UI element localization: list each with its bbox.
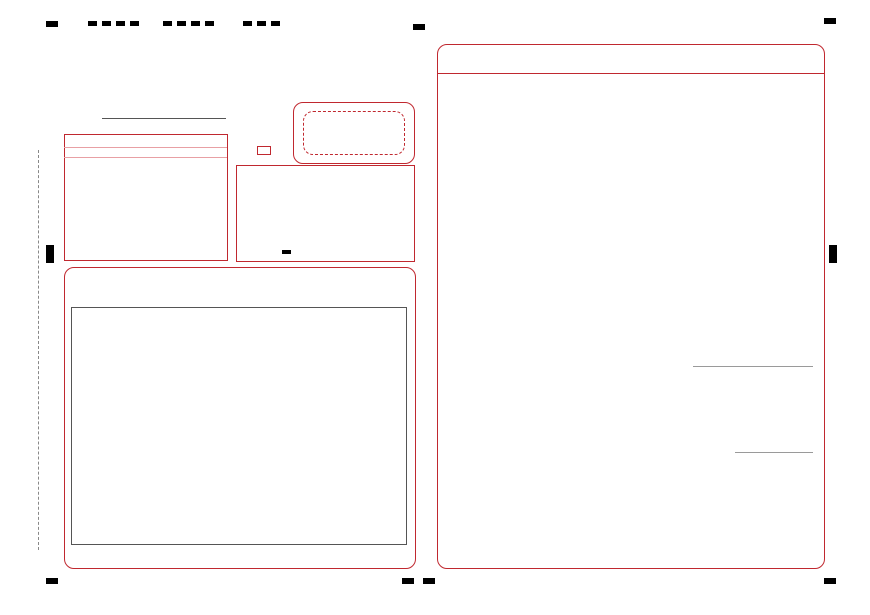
registration-mark [46, 578, 58, 584]
non-choice-section [437, 44, 825, 569]
exam-number-write-row[interactable] [64, 147, 227, 158]
registration-mark [46, 245, 54, 263]
registration-mark [824, 578, 836, 584]
barcode-area [303, 111, 405, 155]
starter-line-1[interactable] [693, 366, 813, 367]
notice-box [236, 165, 415, 262]
registration-mark [824, 18, 836, 24]
choice-grid-frame [71, 307, 407, 545]
binding-line [38, 150, 39, 550]
registration-mark [46, 21, 58, 27]
registration-mark [163, 21, 218, 26]
registration-mark [243, 21, 285, 26]
registration-mark [88, 21, 140, 26]
name-field[interactable] [102, 118, 226, 119]
title-divider [437, 73, 825, 74]
registration-mark [413, 24, 425, 30]
absent-box[interactable] [257, 146, 271, 155]
registration-mark [423, 578, 435, 584]
registration-mark [829, 245, 837, 263]
filled-bubble-example [282, 250, 291, 254]
registration-mark [402, 578, 414, 584]
starter-line-2[interactable] [735, 452, 813, 453]
